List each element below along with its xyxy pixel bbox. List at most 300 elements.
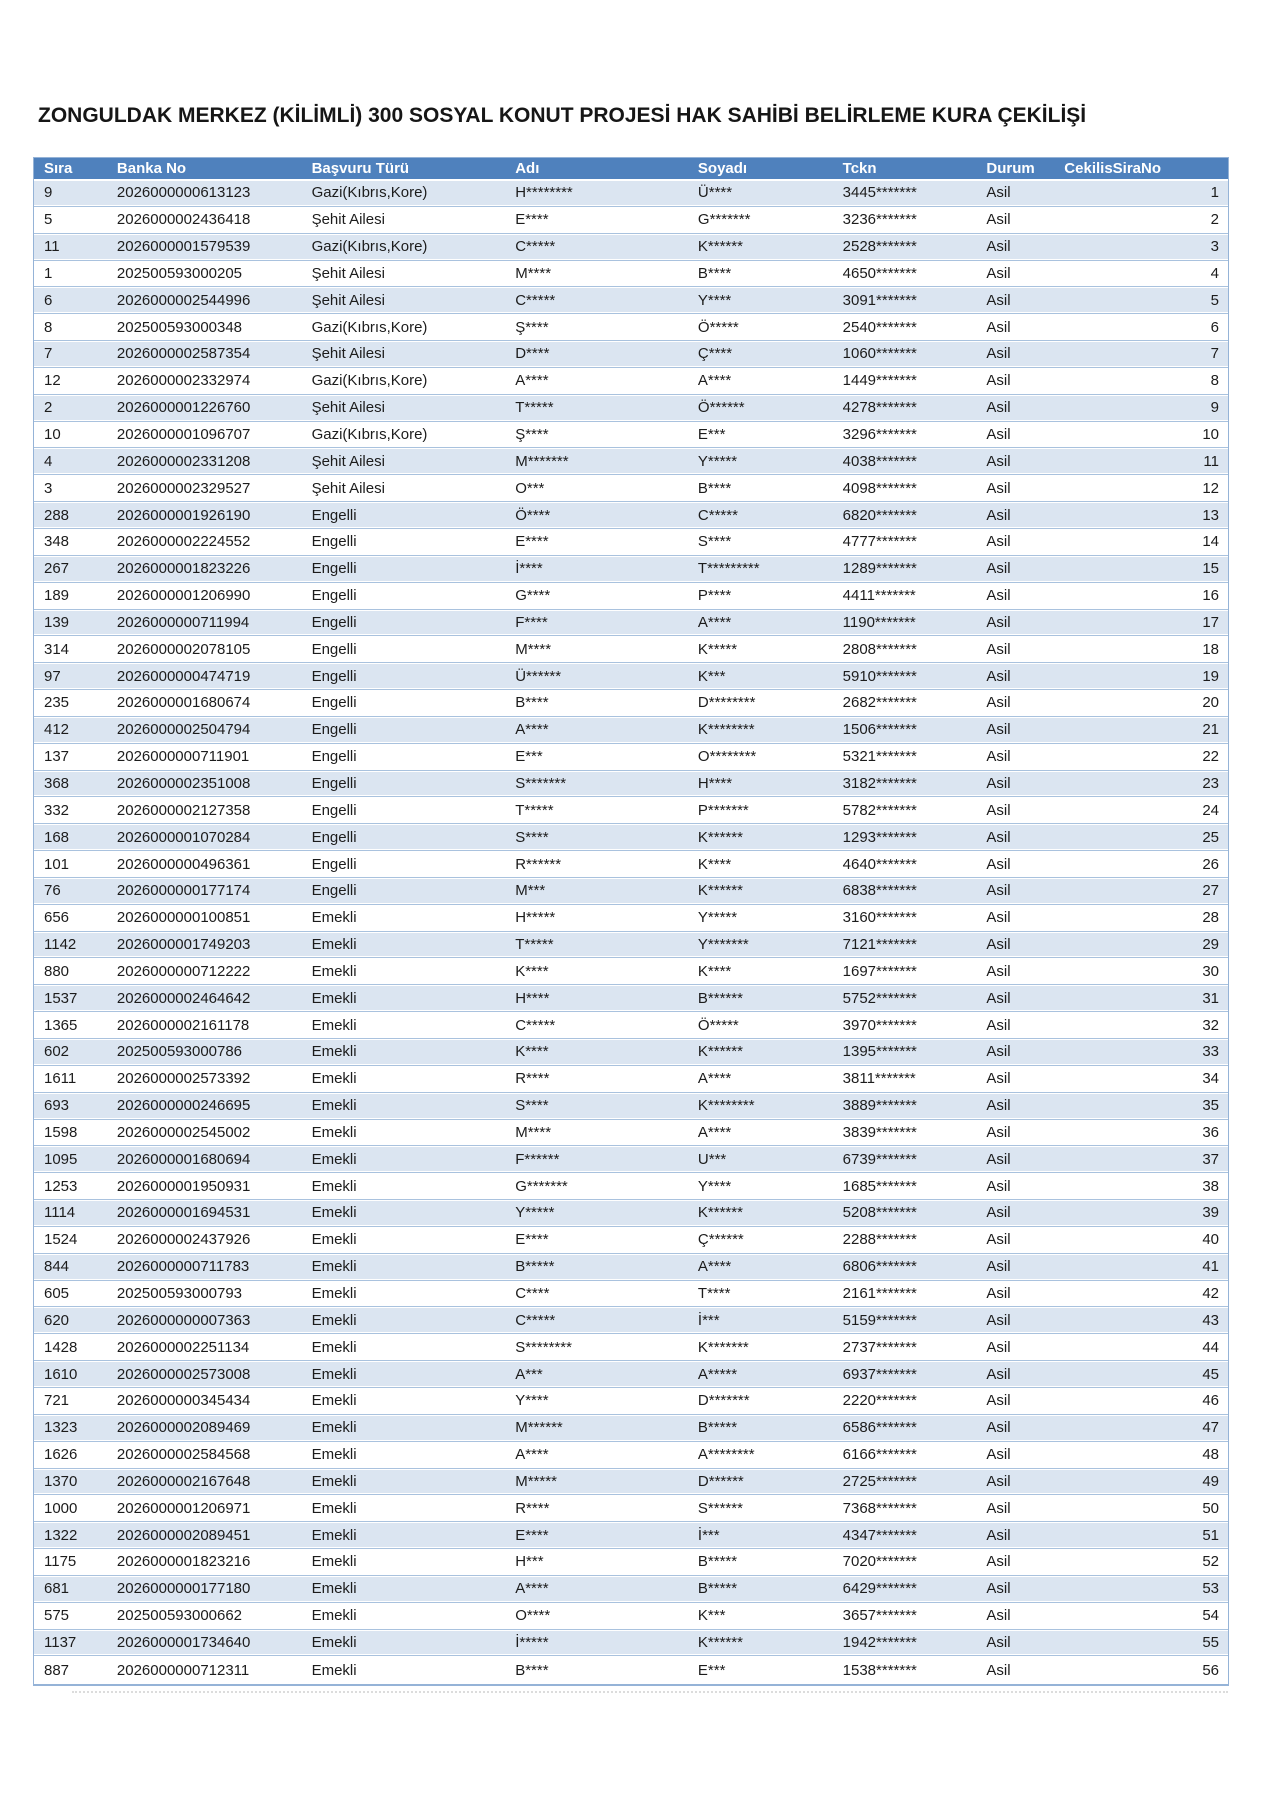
cell-banka-no: 2026000001579539 <box>116 238 251 256</box>
cell-cekilissirano: 18 <box>1202 640 1219 658</box>
cell-tckn: 3091******* <box>842 291 917 309</box>
cell-sira: 1611 <box>44 1070 77 1088</box>
cell-soyadi: O******** <box>697 748 757 766</box>
cell-sira: 137 <box>44 748 70 766</box>
cell-sira: 8 <box>44 318 53 336</box>
table-row <box>34 1013 1228 1040</box>
cell-banka-no: 2026000002573392 <box>116 1070 251 1088</box>
cell-tckn: 4038******* <box>842 452 917 470</box>
cell-adi: O**** <box>515 1607 551 1625</box>
cell-banka-no: 2026000002544996 <box>116 291 251 309</box>
cell-banka-no: 2026000002351008 <box>116 774 251 792</box>
cell-durum: Asil <box>986 1338 1011 1356</box>
table-row <box>34 1362 1228 1389</box>
cell-soyadi: Ç**** <box>697 345 733 363</box>
cell-basvuru-turu: Şehit Ailesi <box>311 479 385 497</box>
cell-sira: 1598 <box>44 1123 78 1141</box>
cell-basvuru-turu: Engelli <box>311 721 357 739</box>
table-row <box>34 879 1228 906</box>
cell-durum: Asil <box>986 1070 1011 1088</box>
cell-cekilissirano: 3 <box>1210 238 1219 256</box>
cell-soyadi: B**** <box>697 479 732 497</box>
cell-soyadi: A******** <box>697 1446 755 1464</box>
cell-sira: 11 <box>44 238 60 256</box>
cell-cekilissirano: 56 <box>1202 1662 1219 1680</box>
cell-soyadi: B***** <box>697 1553 738 1571</box>
table-row <box>34 1604 1228 1631</box>
cell-soyadi: D******* <box>697 1392 750 1410</box>
cell-sira: 101 <box>44 855 70 873</box>
cell-cekilissirano: 31 <box>1202 989 1219 1007</box>
cell-cekilissirano: 12 <box>1202 479 1219 497</box>
cell-sira: 12 <box>44 372 61 390</box>
cell-basvuru-turu: Engelli <box>311 640 357 658</box>
table-row <box>34 1523 1228 1550</box>
cell-basvuru-turu: Emekli <box>311 1231 357 1249</box>
cell-sira: 1610 <box>44 1365 78 1383</box>
cell-tckn: 1942******* <box>842 1633 917 1651</box>
cell-sira: 168 <box>44 828 70 846</box>
cell-soyadi: İ*** <box>697 1526 720 1544</box>
table-row <box>34 1335 1228 1362</box>
cell-banka-no: 2026000000345434 <box>116 1392 251 1410</box>
cell-soyadi: Y**** <box>697 1177 732 1195</box>
cell-adi: G**** <box>515 587 551 605</box>
cell-tckn: 7121******* <box>842 936 917 954</box>
cell-soyadi: K****** <box>697 882 743 900</box>
cell-tckn: 2682******* <box>842 694 917 712</box>
cell-sira: 1137 <box>44 1633 77 1651</box>
table-row <box>34 664 1228 691</box>
cell-adi: C**** <box>515 1285 550 1303</box>
cell-sira: 189 <box>44 587 70 605</box>
cell-adi: S******** <box>515 1338 572 1356</box>
cell-banka-no: 2026000000177174 <box>116 882 251 900</box>
cell-basvuru-turu: Emekli <box>311 1526 357 1544</box>
table-row <box>34 986 1228 1013</box>
cell-banka-no: 2026000002504794 <box>116 721 251 739</box>
cell-basvuru-turu: Emekli <box>311 1285 357 1303</box>
cell-sira: 656 <box>44 909 70 927</box>
cell-durum: Asil <box>986 291 1011 309</box>
cell-sira: 4 <box>44 452 53 470</box>
cell-tckn: 4650******* <box>842 264 917 282</box>
table-row <box>34 584 1228 611</box>
cell-basvuru-turu: Gazi(Kıbrıs,Kore) <box>311 426 428 444</box>
cell-sira: 602 <box>44 1043 70 1061</box>
table-row <box>34 449 1228 476</box>
cell-adi: D**** <box>515 345 550 363</box>
cell-cekilissirano: 9 <box>1210 399 1219 417</box>
cell-durum: Asil <box>986 533 1011 551</box>
cell-durum: Asil <box>986 1285 1011 1303</box>
cell-sira: 1095 <box>44 1150 78 1168</box>
cell-basvuru-turu: Emekli <box>311 1365 357 1383</box>
cell-soyadi: D******** <box>697 694 756 712</box>
cell-cekilissirano: 5 <box>1210 291 1219 309</box>
cell-basvuru-turu: Emekli <box>311 909 357 927</box>
cell-durum: Asil <box>986 264 1011 282</box>
cell-banka-no: 2026000000711994 <box>116 613 250 631</box>
cell-sira: 620 <box>44 1311 70 1329</box>
cell-tckn: 2288******* <box>842 1231 917 1249</box>
cell-tckn: 3236******* <box>842 211 917 229</box>
cell-banka-no: 2026000000177180 <box>116 1580 251 1598</box>
cell-basvuru-turu: Emekli <box>311 1016 357 1034</box>
cell-banka-no: 2026000002224552 <box>116 533 251 551</box>
cell-durum: Asil <box>986 1472 1011 1490</box>
cell-adi: Ş**** <box>515 318 549 336</box>
cell-tckn: 6806******* <box>842 1258 917 1276</box>
table-row <box>34 959 1228 986</box>
cell-sira: 9 <box>44 184 53 202</box>
table-row <box>34 1094 1228 1121</box>
cell-tckn: 6820******* <box>842 506 917 524</box>
cell-banka-no: 2026000002587354 <box>116 345 251 363</box>
cell-adi: S**** <box>515 828 549 846</box>
cell-adi: M****** <box>515 1419 563 1437</box>
cell-adi: B**** <box>515 694 549 712</box>
cell-tckn: 1685******* <box>842 1177 917 1195</box>
cell-sira: 3 <box>44 479 53 497</box>
cell-basvuru-turu: Engelli <box>311 506 357 524</box>
table-row <box>34 1255 1228 1282</box>
table-row <box>34 557 1228 584</box>
cell-soyadi: B**** <box>697 264 732 282</box>
cell-basvuru-turu: Emekli <box>311 1419 357 1437</box>
cell-durum: Asil <box>986 1258 1011 1276</box>
cell-basvuru-turu: Emekli <box>311 936 357 954</box>
table-row <box>34 262 1228 289</box>
lottery-results-table <box>33 157 1229 1686</box>
cell-cekilissirano: 26 <box>1202 855 1219 873</box>
cell-cekilissirano: 54 <box>1202 1607 1219 1625</box>
cell-basvuru-turu: Şehit Ailesi <box>311 264 385 282</box>
cell-adi: C***** <box>515 1311 556 1329</box>
cell-banka-no: 2026000001680694 <box>116 1150 251 1168</box>
header-cell-tckn: Tckn <box>842 160 877 177</box>
cell-adi: E**** <box>515 211 549 229</box>
cell-soyadi: A**** <box>697 1070 732 1088</box>
cell-durum: Asil <box>986 1365 1011 1383</box>
cell-tckn: 3970******* <box>842 1016 917 1034</box>
cell-soyadi: P******* <box>697 801 749 819</box>
cell-durum: Asil <box>986 238 1011 256</box>
table-row <box>34 1067 1228 1094</box>
cell-cekilissirano: 6 <box>1210 318 1219 336</box>
cell-adi: R****** <box>515 855 562 873</box>
cell-basvuru-turu: Emekli <box>311 1392 357 1410</box>
cell-soyadi: S****** <box>697 1499 743 1517</box>
cell-tckn: 1538******* <box>842 1662 917 1680</box>
cell-adi: M***** <box>515 1472 557 1490</box>
cell-durum: Asil <box>986 399 1011 417</box>
cell-durum: Asil <box>986 1419 1011 1437</box>
table-row <box>34 772 1228 799</box>
cell-soyadi: K*** <box>697 667 726 685</box>
cell-adi: S******* <box>515 774 567 792</box>
cell-adi: T***** <box>515 399 554 417</box>
cell-cekilissirano: 49 <box>1202 1472 1219 1490</box>
cell-tckn: 3839******* <box>842 1123 917 1141</box>
cell-durum: Asil <box>986 426 1011 444</box>
cell-adi: Ş**** <box>515 426 549 444</box>
cell-sira: 10 <box>44 426 61 444</box>
cell-adi: A**** <box>515 372 549 390</box>
table-row <box>34 852 1228 879</box>
cell-cekilissirano: 45 <box>1202 1365 1219 1383</box>
cell-adi: B***** <box>515 1258 555 1276</box>
cell-soyadi: K****** <box>697 1043 743 1061</box>
cell-durum: Asil <box>986 774 1011 792</box>
table-row <box>34 745 1228 772</box>
cell-banka-no: 2026000002089469 <box>116 1419 251 1437</box>
cell-cekilissirano: 55 <box>1202 1633 1219 1651</box>
cell-adi: A*** <box>515 1365 543 1383</box>
cell-sira: 1370 <box>44 1472 78 1490</box>
table-row <box>34 423 1228 450</box>
table-row <box>34 342 1228 369</box>
cell-sira: 844 <box>44 1258 70 1276</box>
cell-soyadi: P**** <box>697 587 732 605</box>
cell-cekilissirano: 43 <box>1202 1311 1219 1329</box>
cell-durum: Asil <box>986 828 1011 846</box>
cell-adi: İ***** <box>515 1633 549 1651</box>
cell-cekilissirano: 4 <box>1210 264 1219 282</box>
cell-tckn: 5782******* <box>842 801 917 819</box>
cell-tckn: 6166******* <box>842 1446 917 1464</box>
cell-durum: Asil <box>986 372 1011 390</box>
table-row <box>34 530 1228 557</box>
cell-basvuru-turu: Emekli <box>311 1070 357 1088</box>
table-row <box>34 611 1228 638</box>
cell-sira: 1175 <box>44 1553 77 1571</box>
cell-tckn: 1395******* <box>842 1043 917 1061</box>
cell-soyadi: K****** <box>697 1204 743 1222</box>
cell-cekilissirano: 16 <box>1202 587 1219 605</box>
cell-tckn: 6429******* <box>842 1580 917 1598</box>
cell-sira: 880 <box>44 962 70 980</box>
cell-cekilissirano: 30 <box>1202 962 1219 980</box>
cell-sira: 1253 <box>44 1177 78 1195</box>
cell-cekilissirano: 33 <box>1202 1043 1219 1061</box>
cell-durum: Asil <box>986 909 1011 927</box>
cell-adi: M******* <box>515 452 569 470</box>
cell-tckn: 4640******* <box>842 855 917 873</box>
cell-tckn: 1506******* <box>842 721 917 739</box>
cell-cekilissirano: 42 <box>1202 1285 1219 1303</box>
cell-tckn: 5321******* <box>842 748 917 766</box>
cell-cekilissirano: 48 <box>1202 1446 1219 1464</box>
cell-cekilissirano: 36 <box>1202 1123 1219 1141</box>
cell-banka-no: 2026000000712311 <box>116 1662 250 1680</box>
cell-durum: Asil <box>986 882 1011 900</box>
cell-tckn: 2540******* <box>842 318 917 336</box>
table-row <box>34 396 1228 423</box>
cell-soyadi: K******** <box>697 721 755 739</box>
cell-cekilissirano: 35 <box>1202 1097 1219 1115</box>
table-row <box>34 1040 1228 1067</box>
cell-durum: Asil <box>986 587 1011 605</box>
cell-sira: 314 <box>44 640 70 658</box>
cell-sira: 1626 <box>44 1446 78 1464</box>
cell-tckn: 5159******* <box>842 1311 917 1329</box>
cell-cekilissirano: 37 <box>1202 1150 1219 1168</box>
cell-adi: H*** <box>515 1553 544 1571</box>
cell-durum: Asil <box>986 1311 1011 1329</box>
cell-sira: 721 <box>44 1392 70 1410</box>
cell-tckn: 2808******* <box>842 640 917 658</box>
cell-soyadi: K**** <box>697 962 732 980</box>
cell-soyadi: D****** <box>697 1472 744 1490</box>
cell-soyadi: E*** <box>697 1662 726 1680</box>
table-body <box>34 181 1228 1684</box>
cell-durum: Asil <box>986 989 1011 1007</box>
cell-banka-no: 2026000000711783 <box>116 1258 250 1276</box>
cell-adi: F****** <box>515 1150 560 1168</box>
cell-sira: 6 <box>44 291 53 309</box>
cell-banka-no: 2026000001206990 <box>116 587 251 605</box>
table-row <box>34 1282 1228 1309</box>
cell-cekilissirano: 39 <box>1202 1204 1219 1222</box>
table-row <box>34 503 1228 530</box>
cell-durum: Asil <box>986 721 1011 739</box>
table-row <box>34 1416 1228 1443</box>
table-row <box>34 718 1228 745</box>
cell-cekilissirano: 14 <box>1202 533 1219 551</box>
table-row <box>34 637 1228 664</box>
cell-soyadi: Ö***** <box>697 1016 739 1034</box>
table-row <box>34 208 1228 235</box>
cell-banka-no: 2026000002464642 <box>116 989 251 1007</box>
cell-tckn: 2528******* <box>842 238 917 256</box>
cell-soyadi: K****** <box>697 238 743 256</box>
cell-tckn: 4777******* <box>842 533 917 551</box>
cell-durum: Asil <box>986 1553 1011 1571</box>
cell-basvuru-turu: Engelli <box>311 560 357 578</box>
table-row <box>34 798 1228 825</box>
cell-sira: 97 <box>44 667 61 685</box>
cell-durum: Asil <box>986 1150 1011 1168</box>
cell-sira: 76 <box>44 882 61 900</box>
cell-durum: Asil <box>986 184 1011 202</box>
cell-cekilissirano: 2 <box>1210 211 1219 229</box>
table-row <box>34 476 1228 503</box>
table-row <box>34 1389 1228 1416</box>
cell-adi: M**** <box>515 1123 552 1141</box>
cell-adi: F**** <box>515 613 548 631</box>
cell-soyadi: K*** <box>697 1607 726 1625</box>
cell-sira: 348 <box>44 533 70 551</box>
header-cell-sira: Sıra <box>44 160 73 177</box>
cell-adi: M**** <box>515 640 552 658</box>
cell-basvuru-turu: Emekli <box>311 1633 357 1651</box>
cell-tckn: 3811******* <box>842 1070 916 1088</box>
cell-basvuru-turu: Emekli <box>311 1150 357 1168</box>
cell-durum: Asil <box>986 1392 1011 1410</box>
table-row <box>34 1147 1228 1174</box>
cell-cekilissirano: 21 <box>1202 721 1219 739</box>
cell-soyadi: İ*** <box>697 1311 720 1329</box>
cell-durum: Asil <box>986 479 1011 497</box>
cell-basvuru-turu: Emekli <box>311 1580 357 1598</box>
cell-soyadi: U*** <box>697 1150 727 1168</box>
cell-tckn: 1449******* <box>842 372 917 390</box>
table-row <box>34 181 1228 208</box>
cell-cekilissirano: 7 <box>1210 345 1219 363</box>
cell-sira: 7 <box>44 345 53 363</box>
cell-durum: Asil <box>986 452 1011 470</box>
cell-cekilissirano: 25 <box>1202 828 1219 846</box>
table-row <box>34 1121 1228 1148</box>
cell-banka-no: 2026000001680674 <box>116 694 251 712</box>
cell-soyadi: Y******* <box>697 936 749 954</box>
cell-basvuru-turu: Emekli <box>311 962 357 980</box>
cell-tckn: 7368******* <box>842 1499 917 1517</box>
cell-sira: 693 <box>44 1097 70 1115</box>
cell-durum: Asil <box>986 1043 1011 1061</box>
cell-banka-no: 2026000001226760 <box>116 399 251 417</box>
cell-banka-no: 2026000000007363 <box>116 1311 251 1329</box>
cell-durum: Asil <box>986 1526 1011 1544</box>
cell-soyadi: Ö****** <box>697 399 745 417</box>
cell-sira: 1524 <box>44 1231 78 1249</box>
table-row <box>34 933 1228 960</box>
table-row <box>34 315 1228 342</box>
cell-banka-no: 202500593000786 <box>116 1043 243 1061</box>
header-cell-basvuru-turu: Başvuru Türü <box>311 160 410 177</box>
cell-sira: 605 <box>44 1285 70 1303</box>
cell-banka-no: 2026000000712222 <box>116 962 251 980</box>
cell-sira: 1142 <box>44 936 77 954</box>
cell-basvuru-turu: Engelli <box>311 533 357 551</box>
cell-cekilissirano: 22 <box>1202 748 1219 766</box>
cell-soyadi: Ö***** <box>697 318 739 336</box>
header-cell-banka-no: Banka No <box>116 160 187 177</box>
cell-adi: T***** <box>515 936 554 954</box>
table-row <box>34 1308 1228 1335</box>
cell-adi: Y**** <box>515 1392 549 1410</box>
cell-sira: 1428 <box>44 1338 78 1356</box>
cell-basvuru-turu: Engelli <box>311 855 357 873</box>
cell-tckn: 3160******* <box>842 909 917 927</box>
cell-tckn: 2220******* <box>842 1392 917 1410</box>
table-row <box>34 1470 1228 1497</box>
cell-basvuru-turu: Engelli <box>311 587 357 605</box>
table-row <box>34 1443 1228 1470</box>
cell-soyadi: C***** <box>697 506 738 524</box>
cell-soyadi: T********* <box>697 560 760 578</box>
cell-tckn: 5910******* <box>842 667 917 685</box>
cell-sira: 1114 <box>44 1204 76 1222</box>
cell-cekilissirano: 47 <box>1202 1419 1219 1437</box>
cell-sira: 887 <box>44 1662 70 1680</box>
cell-basvuru-turu: Emekli <box>311 1043 357 1061</box>
cell-soyadi: K******** <box>697 1097 755 1115</box>
cell-banka-no: 2026000002573008 <box>116 1365 251 1383</box>
cell-sira: 288 <box>44 506 70 524</box>
table-row <box>34 1631 1228 1658</box>
cell-banka-no: 2026000002329527 <box>116 479 251 497</box>
cell-sira: 332 <box>44 801 70 819</box>
cell-basvuru-turu: Engelli <box>311 882 357 900</box>
cell-adi: Ö**** <box>515 506 551 524</box>
cell-adi: M**** <box>515 264 552 282</box>
cell-cekilissirano: 28 <box>1202 909 1219 927</box>
cell-durum: Asil <box>986 1231 1011 1249</box>
cell-soyadi: K****** <box>697 828 743 846</box>
cell-adi: B**** <box>515 1662 549 1680</box>
